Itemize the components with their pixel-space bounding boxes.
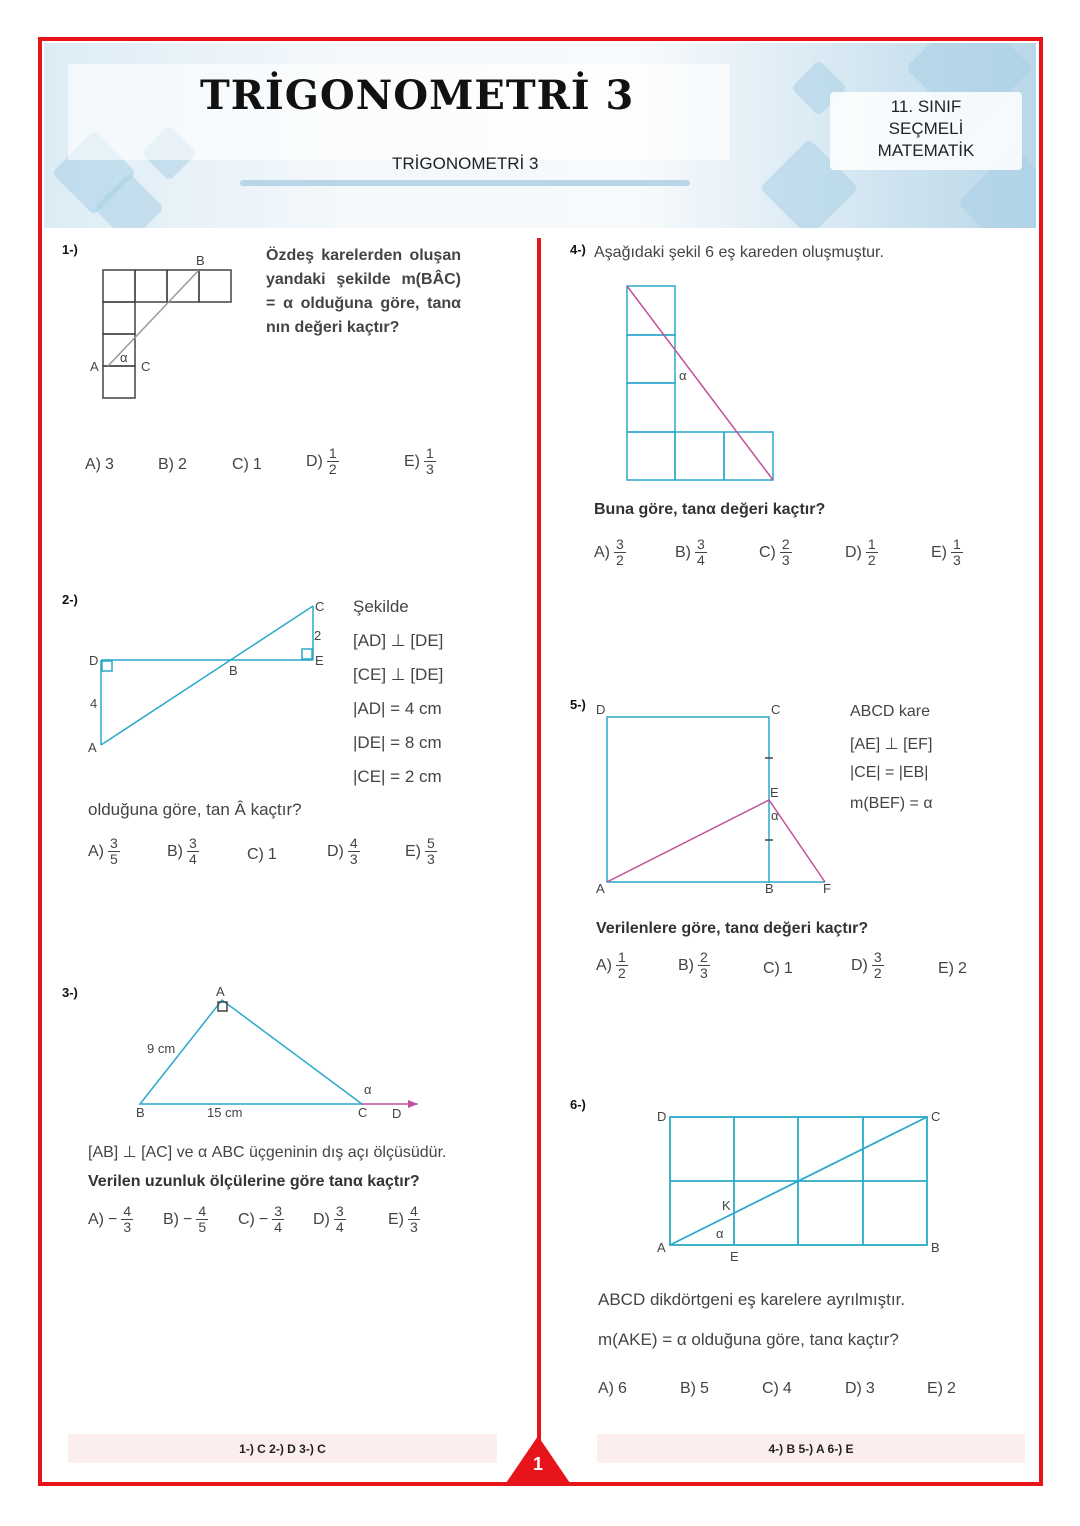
option-letter: C) <box>763 960 780 977</box>
question-number: 1-) <box>62 242 78 257</box>
answer-option[interactable] <box>88 1204 133 1235</box>
answer-option[interactable] <box>167 836 199 867</box>
q4-text: Aşağıdaki şekil 6 eş kareden oluşmuştur. <box>594 244 884 261</box>
option-fraction <box>108 836 120 867</box>
option-letter: E) <box>405 842 421 860</box>
option-fraction <box>408 1204 420 1235</box>
option-letter: D) <box>851 956 868 974</box>
q5-label-b: B <box>765 881 774 896</box>
denominator: 5 <box>110 851 118 867</box>
q2-label-c: C <box>315 599 325 614</box>
q3-label-alpha: α <box>364 1082 372 1097</box>
answer-option[interactable] <box>851 950 884 981</box>
option-letter: B) <box>678 956 694 974</box>
answer-option[interactable] <box>238 1204 284 1235</box>
numerator: 4 <box>123 1203 132 1219</box>
option-letter: D) <box>327 842 344 860</box>
denominator: 3 <box>426 461 434 477</box>
answer-option[interactable] <box>163 1204 208 1235</box>
option-letter: B) <box>167 842 183 860</box>
q3-text: [AB] ⊥ [AC] ve α ABC üçgeninin dış açı ölçüsüdür. <box>88 1144 447 1161</box>
q3-label-ab: 9 cm <box>147 1041 176 1056</box>
q6-label-b: B <box>931 1240 940 1255</box>
q6-label-k: K <box>722 1198 731 1213</box>
q2-figure <box>101 606 313 745</box>
answer-option[interactable] <box>762 1380 792 1398</box>
option-value: 5 <box>700 1380 709 1397</box>
numerator: 2 <box>781 536 790 552</box>
q3-label-a: A <box>216 984 225 999</box>
option-fraction <box>951 537 963 568</box>
option-value: 1 <box>252 456 262 473</box>
option-fraction <box>616 950 628 981</box>
option-fraction <box>780 537 792 568</box>
option-letter: B) <box>158 456 174 473</box>
answer-option[interactable] <box>763 960 793 978</box>
option-value: 1 <box>267 846 277 863</box>
q3-label-c: C <box>358 1105 368 1120</box>
answer-option[interactable] <box>675 537 707 568</box>
option-value: 4 <box>782 1380 792 1397</box>
denominator: 2 <box>328 461 337 477</box>
numerator: 2 <box>700 949 708 965</box>
option-fraction <box>121 1204 133 1235</box>
denominator: 3 <box>953 552 961 568</box>
answer-option[interactable] <box>598 1380 627 1398</box>
q5-label-c: C <box>771 702 781 717</box>
numerator: 3 <box>189 835 197 851</box>
numerator: 4 <box>410 1203 418 1219</box>
answer-option[interactable] <box>404 446 436 477</box>
option-letter: A) <box>594 543 610 561</box>
option-letter: C) <box>759 543 776 561</box>
option-value: 3 <box>865 1380 875 1397</box>
option-fraction <box>424 446 436 477</box>
answer-key-left: 1-) C 2-) D 3-) C <box>68 1434 497 1463</box>
q2-label-ce: 2 <box>314 628 322 643</box>
q5-given: ABCD kare <box>850 703 931 720</box>
answer-option[interactable] <box>845 537 878 568</box>
q6-label-e: E <box>730 1249 739 1264</box>
option-fraction <box>866 537 878 568</box>
denominator: 3 <box>349 851 358 867</box>
page-title: TRİGONOMETRİ 3 <box>200 72 635 119</box>
option-fraction <box>698 950 710 981</box>
answer-option[interactable] <box>405 836 437 867</box>
option-letter: D) <box>313 1210 330 1228</box>
answer-option[interactable] <box>845 1380 875 1398</box>
option-value: 3 <box>105 456 114 473</box>
answer-option[interactable] <box>678 950 710 981</box>
option-fraction <box>695 537 707 568</box>
page-number: 1 <box>532 1454 543 1474</box>
numerator: 3 <box>110 835 118 851</box>
numerator: 3 <box>616 536 624 552</box>
option-letter: A) <box>596 956 612 974</box>
option-value: 1 <box>783 960 793 977</box>
answer-option[interactable] <box>247 846 277 864</box>
option-letter: B) <box>675 543 691 561</box>
q4-question: Buna göre, tanα değeri kaçtır? <box>594 501 826 518</box>
option-fraction <box>272 1204 284 1235</box>
numerator: 4 <box>198 1203 207 1219</box>
option-letter: E) <box>388 1210 404 1228</box>
answer-option[interactable] <box>232 456 262 474</box>
q2-given: [CE] ⊥ [DE] <box>353 665 444 684</box>
q3-figure <box>140 1000 418 1108</box>
q6-label-a: A <box>657 1240 666 1255</box>
q5-given: |CE| = |EB| <box>850 764 929 781</box>
q5-label-a: A <box>596 881 605 896</box>
option-letter: C) <box>762 1380 779 1397</box>
q6-label-c: C <box>931 1109 941 1124</box>
numerator: 1 <box>426 445 434 461</box>
q3-question: Verilen uzunluk ölçülerine göre tanα kaçtır? <box>88 1173 420 1190</box>
option-letter: B) <box>163 1210 179 1228</box>
q6-text: ABCD dikdörtgeni eş karelere ayrılmıştır. <box>598 1290 906 1309</box>
answer-option[interactable] <box>327 836 360 867</box>
option-letter: A) <box>85 456 101 473</box>
option-value: 2 <box>947 1380 956 1397</box>
denominator: 4 <box>697 552 705 568</box>
question-number: 2-) <box>62 592 78 607</box>
option-letter: C) <box>247 846 264 863</box>
q5-label-f: F <box>823 881 831 896</box>
answer-option[interactable] <box>596 950 628 981</box>
option-letter: A) <box>88 842 104 860</box>
q3-label-bc: 15 cm <box>207 1105 243 1120</box>
denominator: 3 <box>781 552 790 568</box>
option-value: 2 <box>958 960 967 977</box>
q2-question: olduğuna göre, tan Â kaçtır? <box>88 800 302 819</box>
q5-label-e: E <box>770 785 779 800</box>
option-value: 2 <box>178 456 187 473</box>
q5-label-d: D <box>596 702 606 717</box>
numerator: 3 <box>274 1203 283 1219</box>
denominator: 3 <box>700 965 708 981</box>
option-fraction <box>334 1204 346 1235</box>
q2-label-ad: 4 <box>90 696 98 711</box>
option-fraction <box>327 446 339 477</box>
q2-given: [AD] ⊥ [DE] <box>353 631 444 650</box>
option-value: 6 <box>618 1380 627 1397</box>
q1-text: Özdeş karelerden oluşan yandaki şekilde m(BÂC) = α olduğuna göre, tanα nın değeri kaçtır? <box>266 247 461 336</box>
q1-label-b: B <box>196 253 205 268</box>
q5-given: m(BEF) = α <box>850 795 933 812</box>
denominator: 3 <box>410 1219 418 1235</box>
answer-option[interactable] <box>931 537 963 568</box>
q4-label-alpha: α <box>679 368 687 383</box>
answer-option[interactable] <box>85 456 114 474</box>
option-letter: C) <box>238 1210 255 1228</box>
q2-label-e: E <box>315 653 324 668</box>
option-letter: A) <box>598 1380 614 1397</box>
denominator: 3 <box>427 851 435 867</box>
q5-question: Verilenlere göre, tanα değeri kaçtır? <box>596 920 869 937</box>
numerator: 3 <box>873 949 882 965</box>
answer-option[interactable] <box>680 1380 709 1398</box>
numerator: 4 <box>349 835 358 851</box>
option-fraction <box>196 1204 208 1235</box>
q6-label-d: D <box>657 1109 667 1124</box>
option-sign: − <box>183 1210 193 1228</box>
option-fraction <box>614 537 626 568</box>
option-sign: − <box>258 1210 269 1228</box>
denominator: 2 <box>618 965 626 981</box>
answer-key-right: 4-) B 5-) A 6-) E <box>597 1434 1025 1463</box>
denominator: 2 <box>616 552 624 568</box>
q1-figure <box>103 270 231 398</box>
option-letter: E) <box>404 452 420 470</box>
numerator: 1 <box>867 536 876 552</box>
answer-option[interactable] <box>388 1204 420 1235</box>
answer-option[interactable] <box>759 537 792 568</box>
q2-given: Şekilde <box>353 597 409 616</box>
numerator: 5 <box>427 835 435 851</box>
page-subtitle: TRİGONOMETRİ 3 <box>392 154 539 173</box>
option-letter: D) <box>845 1380 862 1397</box>
question-number: 4-) <box>570 242 586 257</box>
denominator: 2 <box>873 965 882 981</box>
option-letter: D) <box>845 543 862 561</box>
answer-option[interactable] <box>306 446 339 477</box>
question-number: 5-) <box>570 697 586 712</box>
q3-label-d: D <box>392 1106 402 1121</box>
option-letter: E) <box>931 543 947 561</box>
q2-given: |DE| = 8 cm <box>353 733 442 752</box>
q2-given: |CE| = 2 cm <box>353 767 442 786</box>
denominator: 4 <box>274 1219 283 1235</box>
option-sign: − <box>108 1210 118 1228</box>
answer-option[interactable] <box>938 960 967 978</box>
q3-label-b: B <box>136 1105 145 1120</box>
q2-label-b: B <box>229 663 238 678</box>
q2-label-d: D <box>89 653 99 668</box>
numerator: 1 <box>618 949 626 965</box>
numerator: 1 <box>328 445 337 461</box>
option-fraction <box>872 950 884 981</box>
q5-given: [AE] ⊥ [EF] <box>850 736 933 753</box>
option-letter: E) <box>927 1380 943 1397</box>
option-fraction <box>348 836 360 867</box>
grade-line: SEÇMELİ <box>888 119 964 138</box>
grade-line: 11. SINIF <box>890 97 962 116</box>
numerator: 1 <box>953 536 961 552</box>
answer-option[interactable] <box>927 1380 956 1398</box>
question-number: 3-) <box>62 985 78 1000</box>
numerator: 3 <box>697 536 705 552</box>
option-letter: D) <box>306 452 323 470</box>
question-number: 6-) <box>570 1097 586 1112</box>
option-fraction <box>187 836 199 867</box>
numerator: 3 <box>335 1203 344 1219</box>
option-fraction <box>425 836 437 867</box>
q4-figure <box>627 286 773 480</box>
option-letter: A) <box>88 1210 104 1228</box>
denominator: 2 <box>867 552 876 568</box>
grade-line: MATEMATİK <box>877 141 975 160</box>
q1-label-c: C <box>141 359 151 374</box>
q1-label-alpha: α <box>120 350 128 365</box>
q2-given: |AD| = 4 cm <box>353 699 442 718</box>
denominator: 4 <box>189 851 197 867</box>
answer-option[interactable] <box>594 537 626 568</box>
q6-question: m(AKE) = α olduğuna göre, tanα kaçtır? <box>598 1330 899 1349</box>
answer-option[interactable] <box>88 836 120 867</box>
denominator: 5 <box>198 1219 207 1235</box>
q6-label-alpha: α <box>716 1226 724 1241</box>
q2-label-a: A <box>88 740 97 755</box>
option-letter: E) <box>938 960 954 977</box>
answer-option[interactable] <box>313 1204 346 1235</box>
option-letter: C) <box>232 456 249 473</box>
option-letter: B) <box>680 1380 696 1397</box>
answer-option[interactable] <box>158 456 187 474</box>
denominator: 3 <box>123 1219 132 1235</box>
q5-label-alpha: α <box>771 808 779 823</box>
q5-figure <box>607 717 825 882</box>
q1-label-a: A <box>90 359 99 374</box>
denominator: 4 <box>335 1219 344 1235</box>
q6-figure <box>670 1117 927 1245</box>
